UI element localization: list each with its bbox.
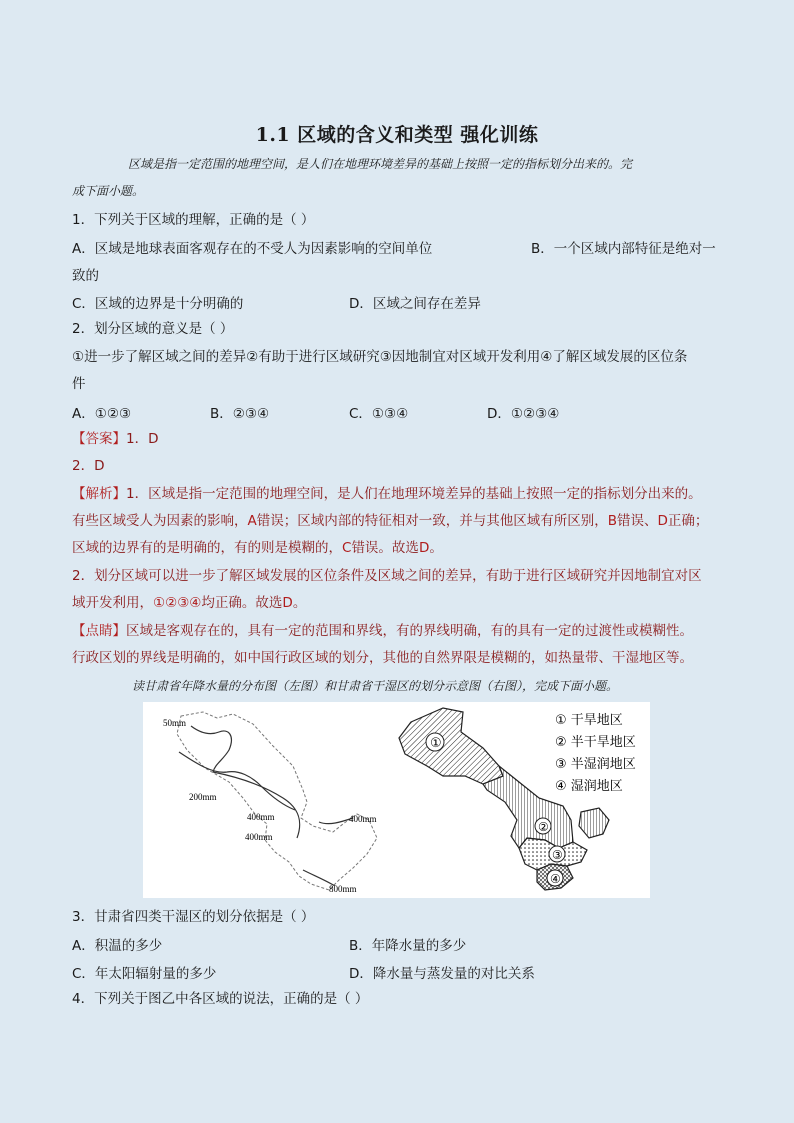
q3-option-b: B．年降水量的多少 bbox=[349, 938, 467, 954]
tips-line-1 bbox=[72, 621, 732, 641]
q1-option-c: C．区域的边界是十分明确的 bbox=[72, 296, 244, 312]
q2-items-line-2: 件 bbox=[72, 376, 86, 392]
analysis-line-4: 2．划分区域可以进一步了解区域发展的区位条件及区域之间的差异，有助于进行区域研究并因地制宜对区 bbox=[72, 568, 702, 584]
q2-option-a: A．①②③ bbox=[72, 406, 132, 422]
answer-line-1 bbox=[72, 429, 732, 449]
q3-option-c: C．年太阳辐射量的多少 bbox=[72, 966, 217, 982]
region-label: ④ bbox=[550, 872, 561, 886]
analysis-seg: D bbox=[657, 513, 668, 529]
analysis-seg: 均正确。故选 bbox=[201, 595, 283, 611]
intro-line-1: 区域是指一定范围的地理空间，是人们在地理环境差异的基础上按照一定的指标划分出来的。完 bbox=[128, 157, 633, 171]
q3-option-d: D．降水量与蒸发量的对比关系 bbox=[349, 966, 535, 982]
analysis-seg: C bbox=[342, 540, 352, 556]
q4-stem: 4．下列关于图乙中各区域的说法，正确的是（ ） bbox=[72, 991, 369, 1007]
legend-item: ③ 半湿润地区 bbox=[555, 757, 636, 772]
q2-option-d: D．①②③④ bbox=[487, 406, 560, 422]
analysis-seg: 错误。故选 bbox=[351, 540, 419, 556]
tips-text-1: 区域是客观存在的，具有一定的范围和界线，有的界线明确，有的具有一定的过渡性或模糊性。 bbox=[126, 623, 693, 639]
analysis-line-2 bbox=[72, 511, 732, 531]
isoline-label: 400mm bbox=[247, 812, 275, 822]
q3-stem: 3．甘肃省四类干湿区的划分依据是（ ） bbox=[72, 909, 315, 925]
q1-option-b-cont: 致的 bbox=[72, 268, 99, 284]
q2-option-b: B．②③④ bbox=[210, 406, 270, 422]
analysis-seg: A bbox=[247, 513, 257, 529]
q3-option-a: A．积温的多少 bbox=[72, 938, 163, 954]
analysis-line-5 bbox=[72, 593, 732, 613]
analysis-seg: 。 bbox=[429, 540, 443, 556]
gansu-maps-figure bbox=[143, 702, 650, 898]
q2-items-line-1: ①进一步了解区域之间的差异②有助于进行区域研究③因地制宜对区域开发利用④了解区域发展的区位条 bbox=[72, 349, 688, 365]
analysis-line-1 bbox=[72, 484, 732, 504]
legend-item: ① 干旱地区 bbox=[555, 713, 623, 728]
isoline-50mm bbox=[191, 726, 231, 772]
answer-1: 1．D bbox=[126, 431, 159, 447]
answer-tag: 【答案】 bbox=[72, 431, 126, 447]
intro-line-2: 成下面小题。 bbox=[72, 184, 145, 198]
region-label: ① bbox=[430, 736, 442, 751]
analysis-text-1: 1．区域是指一定范围的地理空间，是人们在地理环境差异的基础上按照一定的指标划分出来的。 bbox=[126, 486, 702, 502]
zone-2-east bbox=[579, 808, 609, 838]
region-label: ③ bbox=[552, 848, 563, 862]
analysis-tag: 【解析】 bbox=[72, 486, 126, 502]
answer-2: 2．D bbox=[72, 458, 105, 474]
analysis-seg: 正确； bbox=[667, 513, 709, 529]
legend-item: ② 半干旱地区 bbox=[555, 735, 636, 750]
analysis-seg: 错误；区域内部的特征相对一致，并与其他区域有所区别， bbox=[256, 513, 608, 529]
isoline-label: 50mm bbox=[163, 718, 187, 728]
q2-option-c: C．①③④ bbox=[349, 406, 409, 422]
analysis-seg: D bbox=[282, 595, 293, 611]
isoline-label: 400mm bbox=[245, 832, 273, 842]
region-label: ② bbox=[538, 820, 549, 834]
page-title: 1.1 区域的含义和类型 强化训练 bbox=[255, 124, 539, 146]
isoline-label: 800mm bbox=[329, 884, 357, 894]
tips-line-2: 行政区划的界线是明确的，如中国行政区域的划分，其他的自然界限是模糊的，如热量带、干湿地区等。 bbox=[72, 650, 693, 666]
analysis-seg: ①②③④ bbox=[153, 595, 202, 611]
isoline-400mm-b bbox=[319, 818, 353, 824]
q1-option-b: B．一个区域内部特征是绝对一 bbox=[531, 241, 716, 257]
analysis-seg: 有些区域受人为因素的影响， bbox=[72, 513, 248, 529]
analysis-seg: 错误、 bbox=[617, 513, 658, 529]
maps-svg bbox=[143, 702, 650, 898]
tips-tag: 【点睛】 bbox=[72, 623, 126, 639]
isoline-label: 200mm bbox=[189, 792, 217, 802]
q2-stem: 2．划分区域的意义是（ ） bbox=[72, 321, 234, 337]
legend-item: ④ 湿润地区 bbox=[555, 779, 623, 794]
analysis-line-3 bbox=[72, 538, 732, 558]
analysis-seg: D bbox=[418, 540, 430, 556]
map-intro: 读甘肃省年降水量的分布图（左图）和甘肃省干湿区的划分示意图（右图），完成下面小题。 bbox=[132, 679, 619, 693]
zone-1-arid bbox=[399, 708, 503, 784]
analysis-seg: 域开发利用， bbox=[72, 595, 153, 611]
q1-option-d: D．区域之间存在差异 bbox=[349, 296, 481, 312]
analysis-seg: 。 bbox=[292, 595, 307, 611]
q1-stem: 1．下列关于区域的理解，正确的是（ ） bbox=[72, 212, 315, 228]
q1-option-a: A．区域是地球表面客观存在的不受人为因素影响的空间单位 bbox=[72, 241, 433, 257]
analysis-seg: 区域的边界有的是明确的，有的则是模糊的， bbox=[72, 540, 342, 556]
analysis-seg: B bbox=[607, 513, 618, 529]
isoline-label: 400mm bbox=[349, 814, 377, 824]
